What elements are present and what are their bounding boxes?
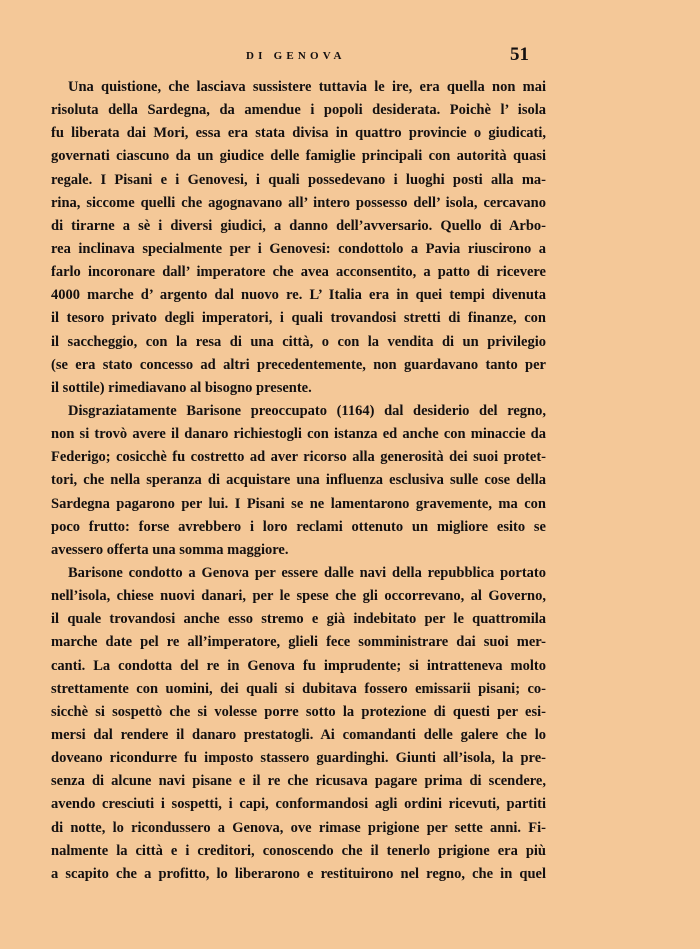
text-line: fu liberata dai Mori, essa era stata divisa in quattro provincie o giudicati, xyxy=(51,125,546,142)
paragraph-3 xyxy=(51,562,546,886)
text-line: Sardegna pagarono per lui. I Pisani se ne lamentarono gravemente, ma con xyxy=(51,495,546,512)
paragraph-1 xyxy=(51,76,546,400)
text-line: nalmente la città e i creditori, conoscendo che il tenerlo prigione era più xyxy=(51,842,546,859)
paragraph-2 xyxy=(51,400,546,562)
text-line: poco frutto: forse avrebbero i loro reclami ottenuto un migliore esito se xyxy=(51,518,546,535)
text-line: Disgraziatamente Barisone preoccupato (1164) dal desiderio del regno, xyxy=(68,402,546,419)
text-line: il saccheggio, con la resa di una città, o con la vendita di un privilegio xyxy=(51,333,546,350)
text-line: rea inclinava specialmente per i Genovesi: condottolo a Pavia riuscirono a xyxy=(51,240,546,257)
page-header xyxy=(0,44,700,68)
text-line: strettamente con uomini, dei quali si dubitava fossero emissarii pisani; co- xyxy=(51,680,546,697)
text-line: Federigo; cosicchè fu costretto ad aver ricorso alla generosità dei suoi protet- xyxy=(51,449,546,466)
text-line: tori, che nella speranza di acquistare una influenza esclusiva sulle cose della xyxy=(51,472,546,489)
text-line: 4000 marche d’ argento dal nuovo re. L’ Italia era in quei tempi divenuta xyxy=(51,287,546,304)
text-line: mersi dal rendere il danaro prestatogli. Ai comandanti delle galere che lo xyxy=(51,726,546,743)
text-line: avessero offerta una somma maggiore. xyxy=(51,541,289,558)
text-line: doveano ricondurre fu imposto stassero guardinghi. Giunti all’isola, la pre- xyxy=(51,750,546,767)
text-line: marche date pel re all’imperatore, glieli fece somministrare dai suoi mer- xyxy=(51,634,546,651)
text-line: il sottile) rimediavano al bisogno presente. xyxy=(51,379,312,396)
text-line: non si trovò avere il danaro richiestogli con istanza ed anche con minaccie da xyxy=(51,426,546,443)
text-line: regale. I Pisani e i Genovesi, i quali possedevano i luoghi posti alla ma- xyxy=(51,171,546,188)
text-line: canti. La condotta del re in Genova fu imprudente; si intratteneva molto xyxy=(51,657,546,674)
body-text xyxy=(51,76,546,886)
text-line: governati ciascuno da un giudice delle famiglie principali con autorità quasi xyxy=(51,148,546,165)
text-line: il tesoro privato degli imperatori, i quali trovandosi stretti di finanze, con xyxy=(51,310,546,327)
text-line: di notte, lo ricondussero a Genova, ove rimase prigione per sette anni. Fi- xyxy=(51,819,546,836)
text-line: di tirarne a sè i diversi giudici, a danno dell’avversario. Quello di Arbo- xyxy=(51,217,546,234)
text-line: Una quistione, che lasciava sussistere tuttavia le ire, era quella non mai xyxy=(68,79,546,95)
text-line: rina, siccome quelli che agognavano all’ intero possesso dell’ isola, cercavano xyxy=(51,194,546,211)
text-line: Barisone condotto a Genova per essere dalle navi della repubblica portato xyxy=(68,564,546,581)
text-line: senza di alcune navi pisane e il re che ricusava pagare prima di scendere, xyxy=(51,773,546,790)
running-title: DI GENOVA xyxy=(246,50,346,62)
text-line: il quale trovandosi anche esso stremo e già indebitato per le quattromila xyxy=(51,611,546,628)
page-number: 51 xyxy=(510,44,529,65)
text-line: farlo incoronare dall’ imperatore che avea acconsentito, a patto di ricevere xyxy=(51,264,546,281)
text-line: sicchè si sospettò che si volesse porre sotto la protezione di questi per esi- xyxy=(51,703,546,720)
text-line: nell’isola, chiese nuovi danari, per le spese che gli occorrevano, al Governo, xyxy=(51,588,546,605)
text-line: a scapito che a profitto, lo liberarono e restituirono nel regno, che in quel xyxy=(51,865,546,882)
text-line: (se era stato concesso ad altri precedentemente, non guardavano tanto per xyxy=(51,356,546,373)
text-line: risoluta della Sardegna, da amendue i popoli desiderata. Poichè l’ isola xyxy=(51,102,546,119)
text-line: avendo cresciuti i sospetti, i capi, conformandosi agli ordini ricevuti, partiti xyxy=(51,796,546,813)
